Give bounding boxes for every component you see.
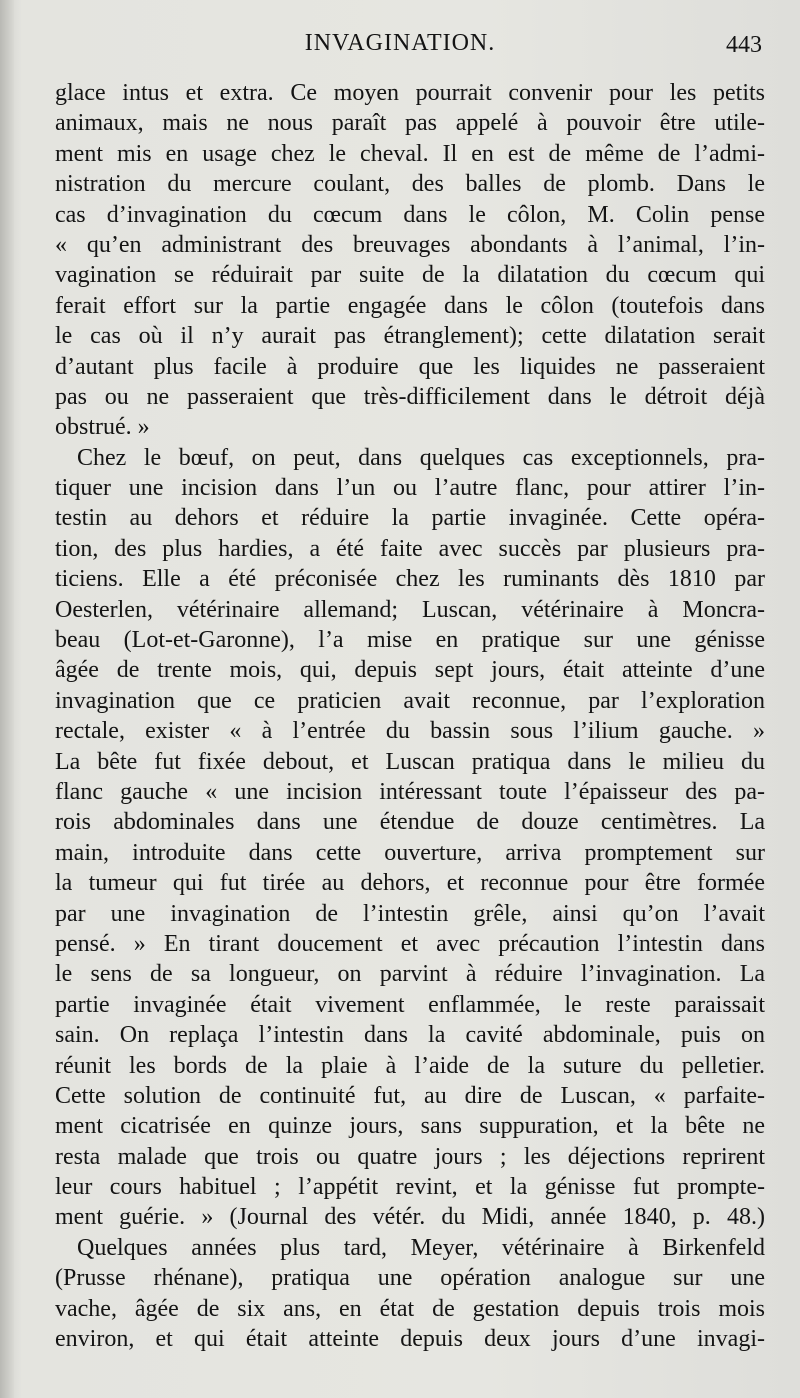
text-line: par une invagination de l’intestin grêle, ainsi qu’on l’avait bbox=[55, 900, 765, 927]
text-line: environ, et qui était atteinte depuis deux jours d’une invagi- bbox=[55, 1326, 765, 1353]
text-line: ticiens. Elle a été préconisée chez les ruminants dès 1810 par bbox=[55, 566, 765, 593]
text-line: (Prusse rhénane), pratiqua une opération analogue sur une bbox=[55, 1265, 765, 1292]
text-line: ment mis en usage chez le cheval. Il en est de même de l’admi- bbox=[55, 140, 765, 167]
text-line: ferait effort sur la partie engagée dans le côlon (toutefois dans bbox=[55, 292, 765, 319]
page-header bbox=[0, 30, 800, 70]
text-line: sain. On replaça l’intestin dans la cavité abdominale, puis on bbox=[55, 1022, 765, 1049]
text-line: invagination que ce praticien avait reconnue, par l’exploration bbox=[55, 687, 765, 714]
text-line: partie invaginée était vivement enflammée, le reste paraissait bbox=[55, 991, 765, 1018]
text-line: main, introduite dans cette ouverture, arriva promptement sur bbox=[55, 839, 765, 866]
text-line: pensé. » En tirant doucement et avec précaution l’intestin dans bbox=[55, 930, 765, 957]
text-line: rois abdominales dans une étendue de douze centimètres. La bbox=[55, 809, 765, 836]
text-line: testin au dehors et réduire la partie invaginée. Cette opéra- bbox=[55, 505, 765, 532]
text-line: flanc gauche « une incision intéressant toute l’épaisseur des pa- bbox=[55, 778, 765, 805]
text-line: ment guérie. » (Journal des vétér. du Midi, année 1840, p. 48.) bbox=[55, 1204, 765, 1231]
text-line: vache, âgée de six ans, en état de gestation depuis trois mois bbox=[55, 1295, 765, 1322]
text-line: le sens de sa longueur, on parvint à réduire l’invagination. La bbox=[55, 961, 765, 988]
text-line: d’autant plus facile à produire que les liquides ne passeraient bbox=[55, 353, 765, 380]
page-number: 443 bbox=[726, 32, 762, 58]
text-line: glace intus et extra. Ce moyen pourrait convenir pour les petits bbox=[55, 80, 765, 106]
body-text bbox=[55, 78, 765, 1354]
text-line: Oesterlen, vétérinaire allemand; Luscan, vétérinaire à Moncra- bbox=[55, 596, 765, 623]
text-line: beau (Lot-et-Garonne), l’a mise en pratique sur une génisse bbox=[55, 627, 765, 654]
text-line: le cas où il n’y aurait pas étranglement); cette dilatation serait bbox=[55, 323, 765, 350]
text-line: La bête fut fixée debout, et Luscan pratiqua dans le milieu du bbox=[55, 748, 765, 775]
text-line: rectale, exister « à l’entrée du bassin sous l’ilium gauche. » bbox=[55, 718, 765, 745]
text-line: ment cicatrisée en quinze jours, sans suppuration, et la bête ne bbox=[55, 1113, 765, 1140]
text-line: nistration du mercure coulant, des balles de plomb. Dans le bbox=[55, 171, 765, 198]
text-line: Quelques années plus tard, Meyer, vétérinaire à Birkenfeld bbox=[77, 1234, 765, 1261]
text-line: âgée de trente mois, qui, depuis sept jours, était atteinte d’une bbox=[55, 657, 765, 684]
page-edge-shadow bbox=[0, 0, 14, 1398]
text-line: la tumeur qui fut tirée au dehors, et reconnue pour être formée bbox=[55, 870, 765, 897]
text-line: Cette solution de continuité fut, au dire de Luscan, « parfaite- bbox=[55, 1082, 765, 1109]
text-line: « qu’en administrant des breuvages abondants à l’animal, l’in- bbox=[55, 231, 765, 258]
text-line: animaux, mais ne nous paraît pas appelé à pouvoir être utile- bbox=[55, 110, 765, 137]
text-line: pas ou ne passeraient que très-difficilement dans le détroit déjà bbox=[55, 383, 765, 410]
text-line: Chez le bœuf, on peut, dans quelques cas exceptionnels, pra- bbox=[77, 444, 765, 471]
text-line: tion, des plus hardies, a été faite avec succès par plusieurs pra- bbox=[55, 535, 765, 562]
text-line: cas d’invagination du cœcum dans le côlon, M. Colin pense bbox=[55, 201, 765, 228]
text-line: tiquer une incision dans l’un ou l’autre flanc, pour attirer l’in- bbox=[55, 475, 765, 502]
running-title: INVAGINATION. bbox=[304, 30, 496, 56]
text-line: resta malade que trois ou quatre jours ; les déjections reprirent bbox=[55, 1143, 765, 1170]
text-line: leur cours habituel ; l’appétit revint, et la génisse fut prompte- bbox=[55, 1174, 765, 1201]
text-line: obstrué. » bbox=[55, 414, 150, 441]
text-line: vagination se réduirait par suite de la dilatation du cœcum qui bbox=[55, 262, 765, 289]
text-line: réunit les bords de la plaie à l’aide de la suture du pelletier. bbox=[55, 1052, 765, 1079]
